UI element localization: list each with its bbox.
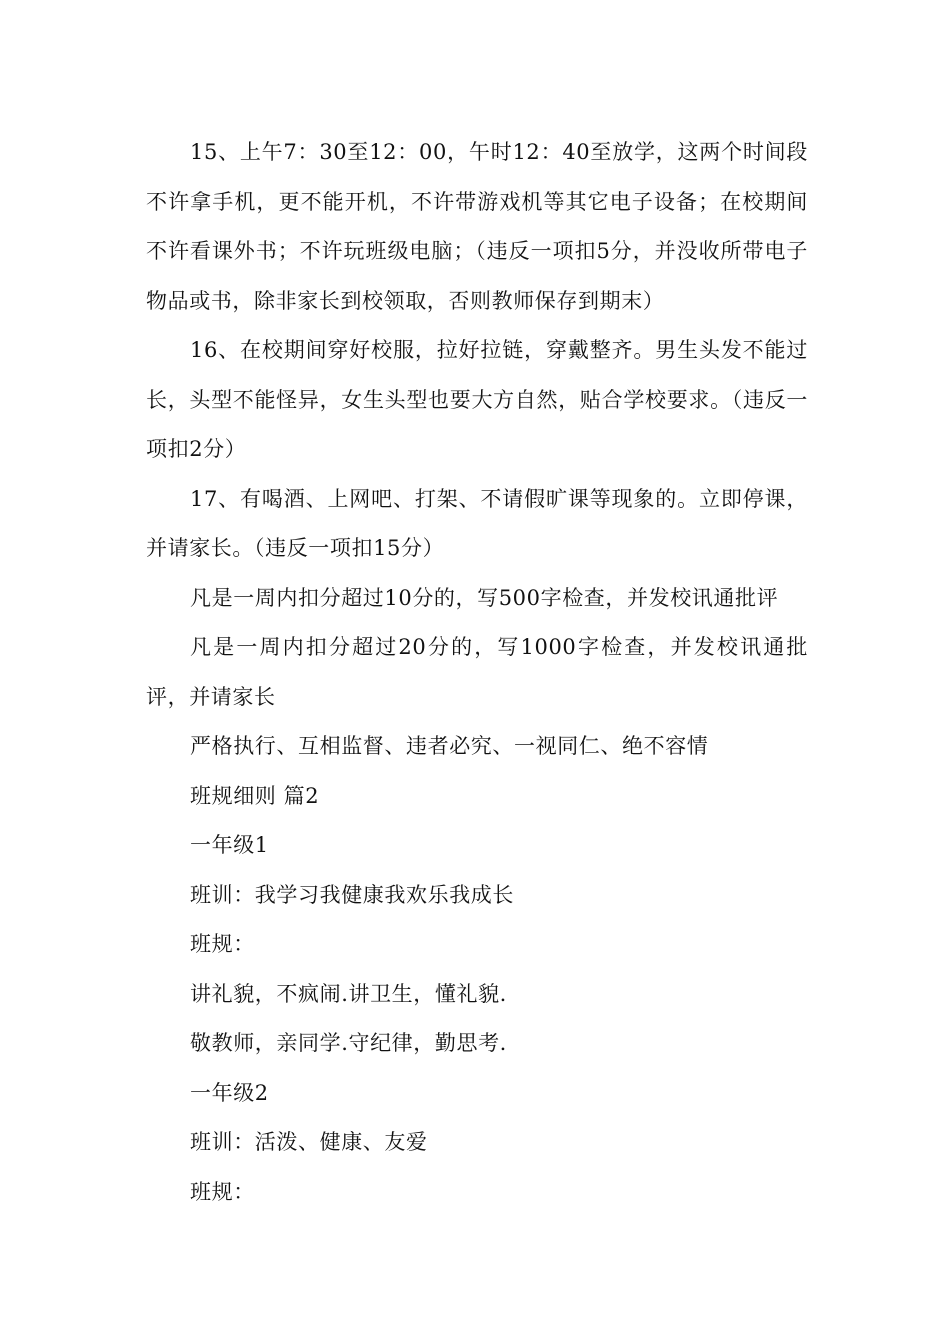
class-rules-label-2: 班规： [190,1179,255,1204]
class-name-2: 一年级2 [190,1080,269,1105]
section-heading: 班规细则 篇2 [190,783,320,808]
class-rule-line-2: 敬教师，亲同学.守纪律，勤思考. [190,1031,507,1055]
class-rules-label-1: 班规： [190,932,255,956]
class-motto-2: 班训：活泼、健康、友爱 [190,1130,428,1154]
paragraph-penalty-10: 凡是一周内扣分超过10分的，写500字检查，并发校讯通批评 [190,585,779,610]
document-body [146,128,808,1217]
paragraph-penalty-20: 凡是一周内扣分超过20分的，写1000字检查，并发校讯通批评，并请家长 [146,635,808,709]
paragraph-rule-17: 17、有喝酒、上网吧、打架、不请假旷课等现象的。立即停课，并请家长。（违反一项扣15分） [146,486,808,560]
class-motto-1: 班训：我学习我健康我欢乐我成长 [190,882,514,907]
paragraph-principle: 严格执行、互相监督、违者必究、一视同仁、绝不容情 [190,734,709,758]
paragraph-rule-15: 15、上午7：30至12：00，午时12：40至放学，这两个时间段不许拿手机，更不能开机，不许带游戏机等其它电子设备；在校期间不许看课外书；不许玩班级电脑；（违反一项扣5分，并没收所带电子物品或书，除非家长到校领取，否则教师保存到期末） [146,140,808,313]
class-rule-line-1: 讲礼貌，不疯闹.讲卫生，懂礼貌. [190,981,507,1006]
class-name-1: 一年级1 [190,833,269,857]
paragraph-rule-16: 16、在校期间穿好校服，拉好拉链，穿戴整齐。男生头发不能过长，头型不能怪异，女生头型也要大方自然，贴合学校要求。（违反一项扣2分） [146,338,808,461]
